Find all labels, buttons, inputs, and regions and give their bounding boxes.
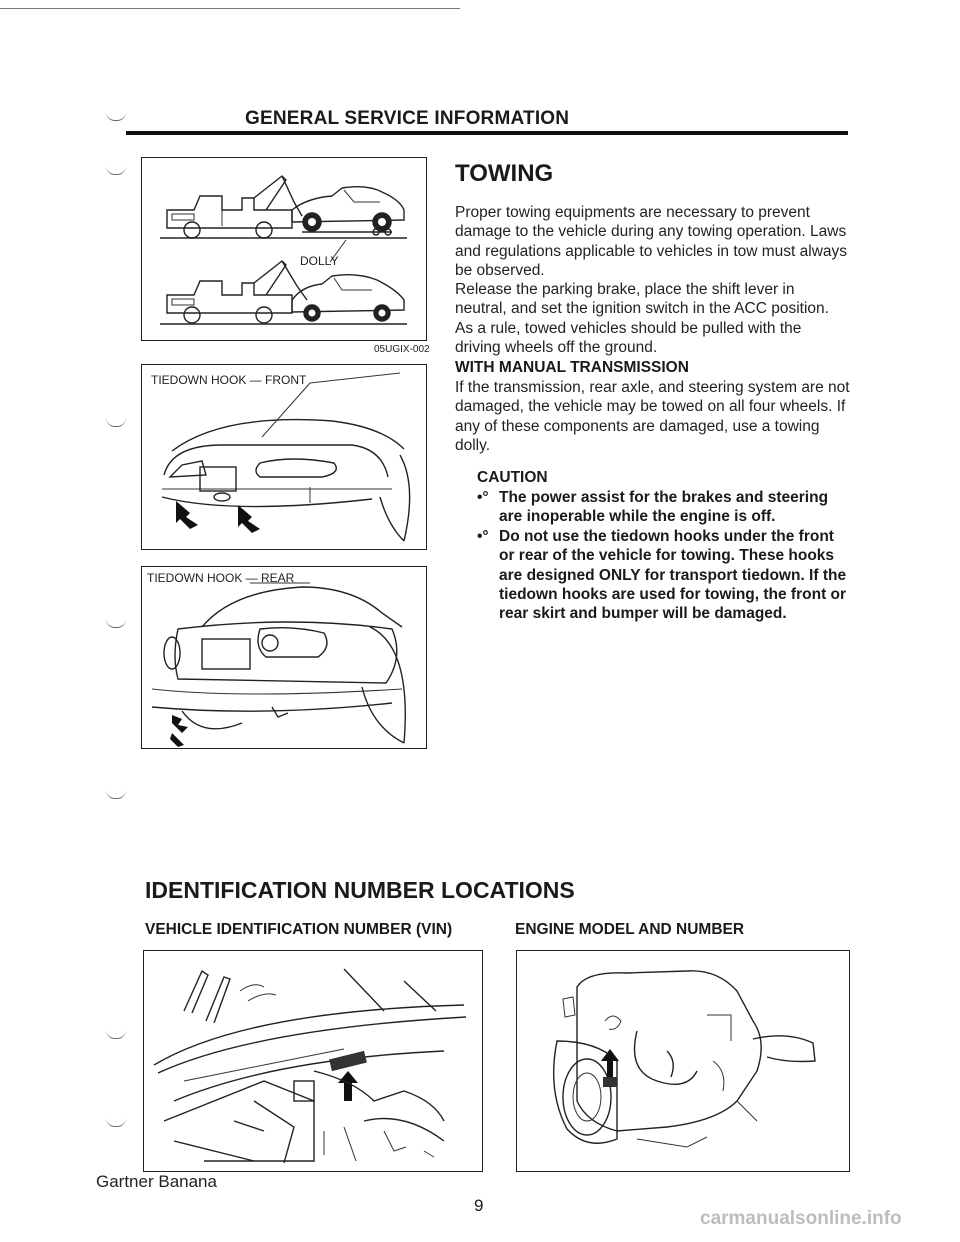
bullet-mark: •° [477, 489, 489, 506]
tow-truck-illustration [142, 158, 425, 339]
identification-title: IDENTIFICATION NUMBER LOCATIONS [145, 877, 575, 903]
figure-tiedown-hook-rear [141, 566, 427, 749]
towing-paragraph: Proper towing equipments are necessary to prevent damage to the vehicle during any towing operation. Laws and regulations applicable to vehicles in tow must always be observed. [455, 204, 848, 279]
caution-text: The power assist for the brakes and steering are inoperable while the engine is off. [499, 489, 829, 526]
engine-title: ENGINE MODEL AND NUMBER [515, 921, 745, 938]
label-dolly: DOLLY [300, 254, 339, 268]
bullet-mark: •° [477, 528, 489, 545]
vin-illustration [144, 951, 481, 1170]
figure-tiedown-hook-front [141, 364, 427, 550]
page-header-title: GENERAL SERVICE INFORMATION [245, 108, 570, 129]
tow-truck-icon [167, 261, 307, 323]
arrow-icon [176, 501, 198, 529]
figure-code: 05UGIX-002 [374, 344, 430, 355]
towed-car-icon [292, 187, 404, 235]
page-number: 9 [474, 1196, 484, 1215]
caution-item [477, 527, 849, 623]
vin-plate [329, 1051, 367, 1071]
arrow-icon [601, 1049, 619, 1079]
towing-title: TOWING [455, 160, 554, 187]
tow-truck-icon [167, 176, 302, 238]
margin-tick [106, 619, 126, 628]
arrow-icon [238, 505, 260, 533]
caution-text: Do not use the tiedown hooks under the front or rear of the vehicle for towing. These hooks are designed ONLY for transport tiedown. If the tiedown hooks are used for towing, the front or rear skirt and bumper will be damaged. [499, 528, 847, 623]
manual-transmission-text: If the transmission, rear axle, and steering system are not damaged, the vehicle may be towed on all four wheels. If any of these components are damaged, use a towing dolly. [455, 379, 850, 454]
header-rule [126, 131, 848, 135]
towing-intro [455, 203, 850, 357]
margin-tick [106, 790, 126, 799]
label-tiedown-hook-rear: TIEDOWN HOOK — REAR [147, 571, 295, 585]
caution-item [477, 488, 849, 527]
top-edge-rule [0, 8, 460, 9]
figure-tow-truck [141, 157, 427, 341]
vin-title: VEHICLE IDENTIFICATION NUMBER (VIN) [145, 921, 453, 938]
margin-tick [106, 1118, 126, 1127]
margin-tick [106, 166, 126, 175]
footer-text: Gartner Banana [96, 1172, 217, 1191]
front-hook-illustration [142, 365, 425, 548]
label-tiedown-hook-front: TIEDOWN HOOK — FRONT [151, 373, 307, 387]
watermark: carmanualsonline.info [700, 1208, 902, 1229]
figure-engine-number [516, 950, 850, 1172]
margin-tick [106, 1030, 126, 1039]
rear-hook-illustration [142, 567, 425, 747]
arrow-icon [170, 733, 184, 747]
margin-tick [106, 418, 126, 427]
figure-vin-location [143, 950, 483, 1172]
engine-number-plate [603, 1077, 617, 1087]
engine-illustration [517, 951, 848, 1170]
towing-paragraph: Release the parking brake, place the shift lever in neutral, and set the ignition switch in the ACC position. As a rule, towed vehicles should be pulled with the driving wheels off the ground. [455, 281, 829, 357]
margin-tick [106, 112, 126, 121]
caution-title: CAUTION [477, 469, 548, 486]
towed-car-icon [292, 275, 404, 321]
manual-transmission-title: WITH MANUAL TRANSMISSION [455, 359, 689, 376]
